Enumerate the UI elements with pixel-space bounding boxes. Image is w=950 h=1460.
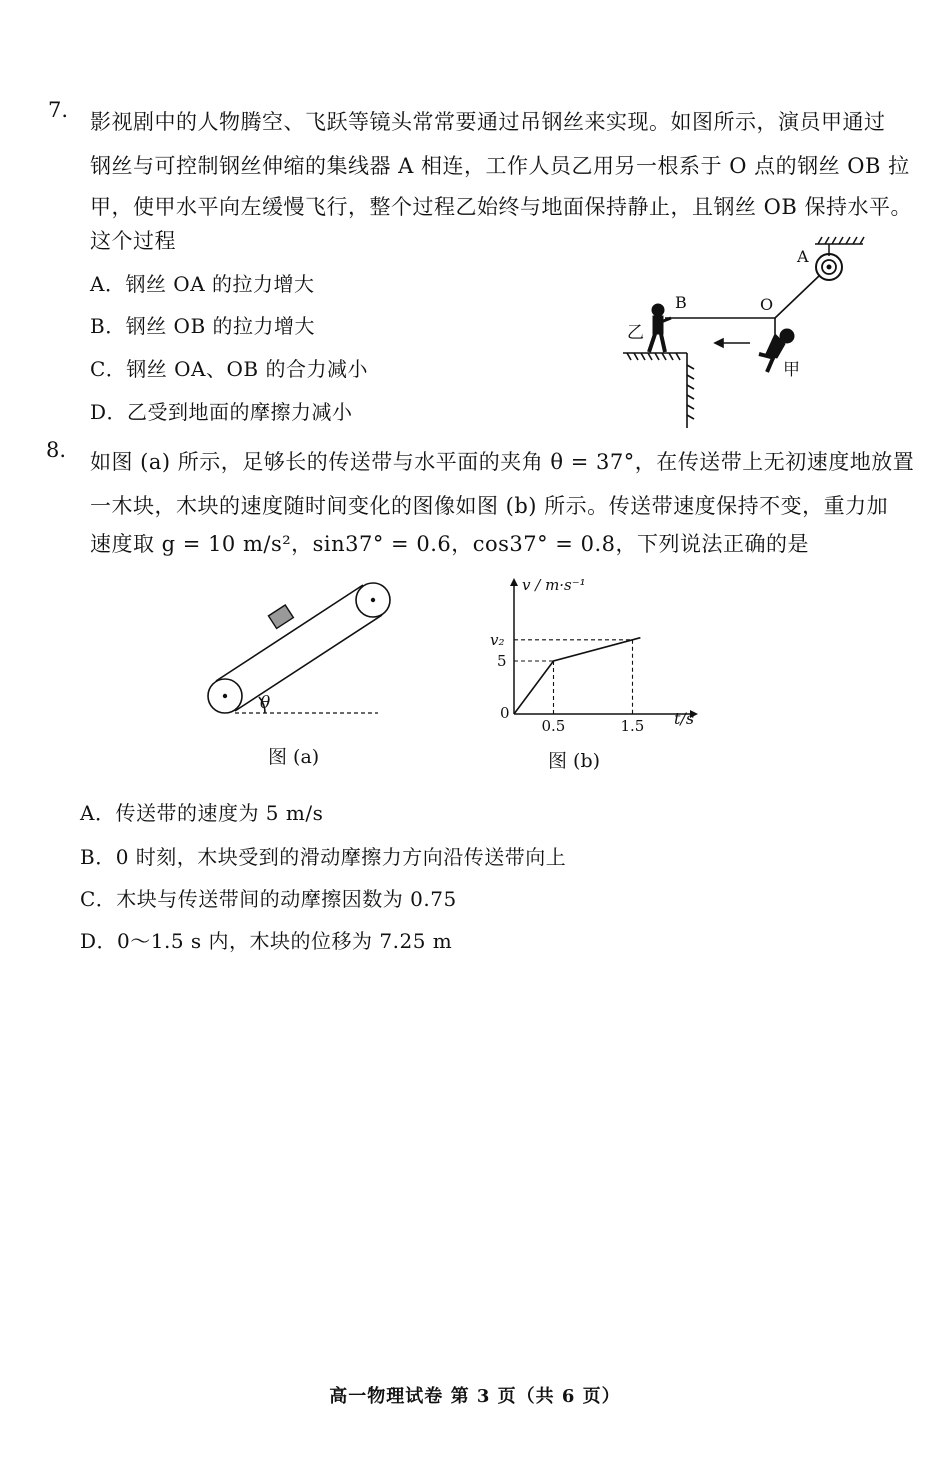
label-a: A bbox=[797, 247, 809, 266]
x-tick-label-0: 0.5 bbox=[541, 717, 566, 732]
origin-label: 0 bbox=[500, 704, 510, 722]
q7-figure bbox=[615, 230, 875, 435]
arrow-left-icon bbox=[715, 339, 750, 347]
label-yi: 乙 bbox=[627, 323, 644, 343]
q8-line-1: 如图 (a) 所示，足够长的传送带与水平面的夹角 θ = 37°，在传送带上无初速度地放置 bbox=[90, 450, 915, 474]
q7-option-d: D．乙受到地面的摩擦力减小 bbox=[90, 400, 353, 424]
person-yi-icon bbox=[649, 304, 671, 352]
q7-number: 7. bbox=[48, 98, 69, 122]
fig-a-conveyor bbox=[198, 570, 398, 720]
fig-a-caption: 图 (a) bbox=[268, 746, 320, 768]
q8-option-d: D．0～1.5 s 内，木块的位移为 7.25 m bbox=[80, 929, 453, 953]
x-tick-label-1: 1.5 bbox=[620, 717, 645, 732]
q7-line-2: 钢丝与可控制钢丝伸缩的集线器 A 相连，工作人员乙用另一根系于 O 点的钢丝 OB 拉 bbox=[90, 154, 910, 178]
label-b: B bbox=[675, 293, 687, 312]
belt-bottom-edge bbox=[235, 615, 382, 711]
wire-oa bbox=[775, 275, 820, 318]
q8-line-3: 速度取 g = 10 m/s²，sin37° = 0.6，cos37° = 0.8，下列说法正确的是 bbox=[90, 532, 809, 556]
fig-b-caption: 图 (b) bbox=[548, 750, 601, 772]
angle-label: θ bbox=[260, 693, 271, 713]
q8-option-a: A．传送带的速度为 5 m/s bbox=[80, 801, 324, 825]
q8-option-c: C．木块与传送带间的动摩擦因数为 0.75 bbox=[80, 887, 457, 911]
q8-line-2: 一木块，木块的速度随时间变化的图像如图 (b) 所示。传送带速度保持不变，重力加 bbox=[90, 494, 889, 518]
x-axis-label: t/s bbox=[674, 709, 695, 728]
ceiling-support bbox=[815, 237, 864, 256]
velocity-line bbox=[514, 638, 640, 714]
q7-option-b: B．钢丝 OB 的拉力增大 bbox=[90, 314, 316, 338]
wood-block bbox=[268, 605, 293, 628]
fig-b-vt-chart bbox=[480, 572, 710, 732]
ground-cliff bbox=[623, 353, 694, 428]
q8-number: 8. bbox=[46, 438, 67, 462]
q7-line-4: 这个过程 bbox=[90, 229, 176, 253]
label-jia: 甲 bbox=[783, 360, 800, 380]
belt-top-edge bbox=[216, 585, 363, 681]
page-footer: 高一物理试卷 第 3 页（共 6 页） bbox=[329, 1386, 621, 1407]
q7-option-c: C．钢丝 OA、OB 的合力减小 bbox=[90, 357, 368, 381]
y-tick-label-5: 5 bbox=[497, 652, 507, 670]
q8-option-b: B．0 时刻，木块受到的滑动摩擦力方向沿传送带向上 bbox=[80, 845, 567, 869]
q7-line-1: 影视剧中的人物腾空、飞跃等镜头常常要通过吊钢丝来实现。如图所示，演员甲通过 bbox=[90, 110, 886, 134]
y-axis-label: v / m·s⁻¹ bbox=[522, 576, 586, 594]
q7-line-3: 甲，使甲水平向左缓慢飞行，整个过程乙始终与地面保持静止，且钢丝 OB 保持水平。 bbox=[90, 195, 912, 219]
y-tick-label-v2: v₂ bbox=[490, 630, 505, 649]
label-o: O bbox=[760, 295, 774, 314]
y-axis-arrow-icon bbox=[510, 578, 518, 586]
q7-option-a: A．钢丝 OA 的拉力增大 bbox=[90, 272, 315, 296]
